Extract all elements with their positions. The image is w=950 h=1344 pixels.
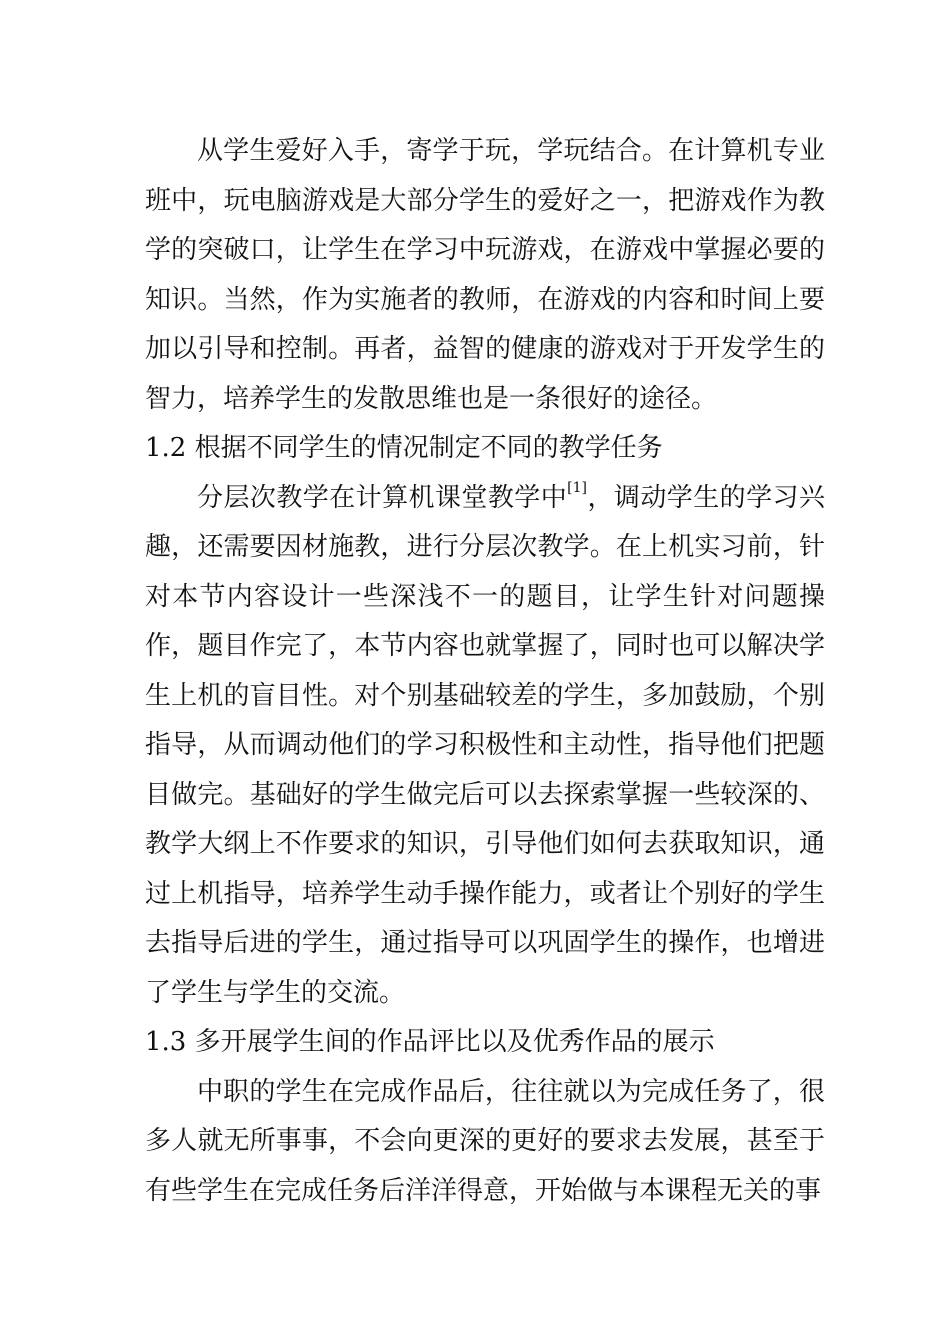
paragraph-game-learning: 从学生爱好入手，寄学于玩，学玩结合。在计算机专业班中，玩电脑游戏是大部分学生的爱好之一，把游戏作为教学的突破口，让学生在学习中玩游戏，在游戏中掌握必要的知识。当然，作为实施者的教师，在游戏的内容和时间上要加以引导和控制。再者，益智的健康的游戏对于开发学生的智力，培养学生的发散思维也是一条很好的途径。 (145, 136, 825, 414)
paragraph-work-evaluation: 中职的学生在完成作品后，往往就以为完成任务了，很多人就无所事事，不会向更深的更好的要求去发展，甚至于有些学生在完成任务后洋洋得意，开始做与本课程无关的事 (145, 1076, 825, 1206)
document-body (145, 127, 825, 1216)
paragraph-text-after-citation: ，调动学生的学习兴趣，还需要因材施教，进行分层次教学。在上机实习前，针对本节内容设计一些深浅不一的题目，让学生针对问题操作，题目作完了，本节内容也就掌握了，同时也可以解决学生上机的盲目性。对个别基础较差的学生，多加鼓励，个别指导，从而调动他们的学习积极性和主动性，指导他们把题目做完。基础好的学生做完后可以去探索掌握一些较深的、教学大纲上不作要求的知识，引导他们如何去获取知识，通过上机指导，培养学生动手操作能力，或者让个别好的学生去指导后进的学生，通过指导可以巩固学生的操作，也增进了学生与学生的交流。 (145, 482, 825, 1008)
paragraph-layered-teaching (145, 474, 825, 1019)
citation-reference: [1] (567, 479, 588, 496)
section-heading-1-3: 1.3 多开展学生间的作品评比以及优秀作品的展示 (145, 1027, 715, 1057)
paragraph-text-before-citation: 分层次教学在计算机课堂教学中 (197, 482, 568, 513)
section-heading-1-2: 1.2 根据不同学生的情况制定不同的教学任务 (145, 433, 663, 463)
